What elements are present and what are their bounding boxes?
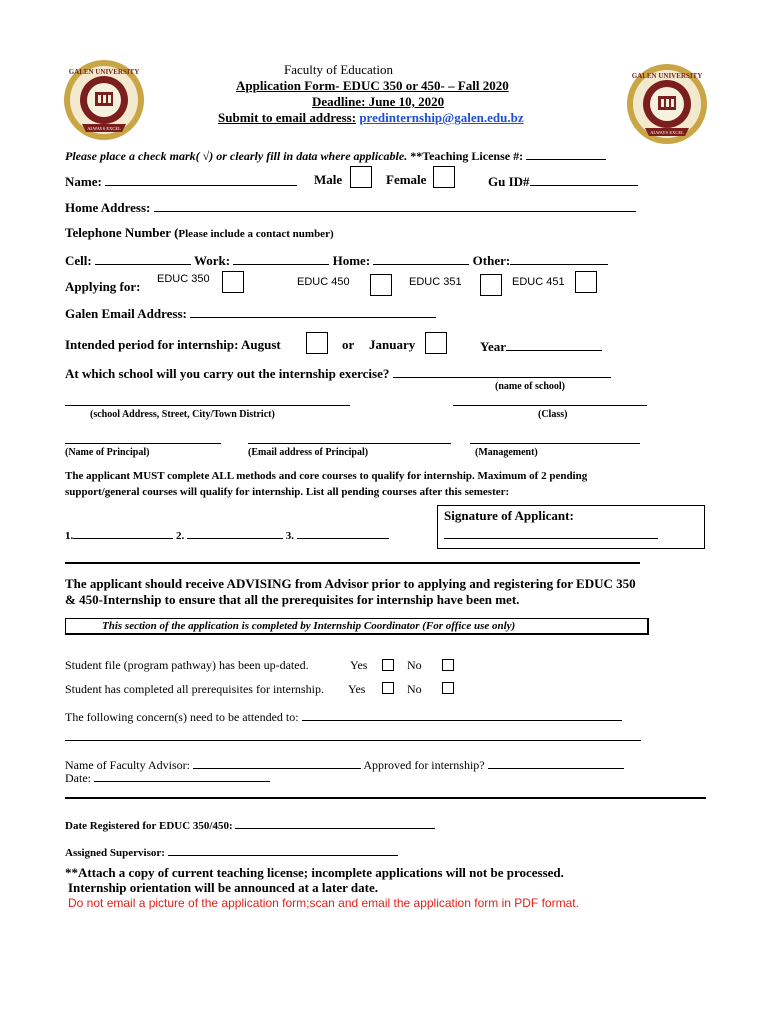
concerns-label: The following concern(s) need to be attended to: — [65, 707, 622, 725]
principal-email-line[interactable] — [248, 443, 451, 444]
name-of-school-caption: (name of school) — [495, 381, 565, 392]
name-label: Name: — [65, 172, 297, 190]
course-educ350-label: EDUC 350 — [157, 273, 210, 285]
office-use-banner — [65, 618, 649, 635]
work-field[interactable] — [233, 251, 329, 265]
name-field[interactable] — [105, 172, 297, 186]
gu-id-label: Gu ID# — [488, 172, 638, 190]
date-registered-field[interactable] — [235, 815, 435, 829]
check-instruction: Please place a check mark( √) or clearly fill in data where applicable. — [65, 149, 408, 163]
section-divider-2 — [65, 797, 706, 799]
prereq-yes-checkbox[interactable] — [382, 682, 394, 694]
pathway-yes-checkbox[interactable] — [382, 659, 394, 671]
school-address-line[interactable] — [65, 405, 350, 406]
pending-course-3-field[interactable] — [297, 525, 389, 539]
prerequisites-label: Student has completed all prerequisites for internship. — [65, 682, 324, 696]
submit-line — [218, 110, 524, 126]
female-label: Female — [386, 172, 427, 187]
faculty-name: Faculty of Education — [284, 62, 394, 77]
course-educ351-checkbox[interactable] — [480, 274, 502, 296]
female-checkbox[interactable] — [433, 166, 455, 188]
applying-for-label: Applying for: — [65, 279, 141, 294]
phone-row: Cell: Work: Home: Other: — [65, 251, 608, 269]
home-address-label: Home Address: — [65, 198, 636, 216]
pending-courses-row: 1. 2. 3. — [65, 525, 389, 542]
class-line[interactable] — [453, 405, 647, 406]
license-field[interactable] — [526, 146, 606, 160]
year-label: Year — [480, 337, 602, 355]
submit-email-link[interactable]: predinternship@galen.edu.bz — [359, 110, 524, 125]
supervisor-field[interactable] — [168, 842, 398, 856]
principal-email-caption: (Email address of Principal) — [248, 447, 369, 458]
deadline: Deadline: June 10, 2020 — [312, 94, 445, 109]
orientation-note: Internship orientation will be announced at a later date. — [68, 880, 378, 895]
date-registered-row: Date Registered for EDUC 350/450: — [65, 815, 435, 832]
supervisor-row: Assigned Supervisor: — [65, 842, 398, 859]
pathway-no-checkbox[interactable] — [442, 659, 454, 671]
course-educ451-checkbox[interactable] — [575, 271, 597, 293]
management-line[interactable] — [470, 443, 640, 444]
august-checkbox[interactable] — [306, 332, 328, 354]
svg-text:ALWAYS EXCEL: ALWAYS EXCEL — [650, 130, 684, 135]
office-date-field[interactable] — [94, 768, 270, 782]
prereq-no-label: No — [407, 682, 422, 696]
pathway-no-label: No — [407, 658, 422, 672]
home-address-field[interactable] — [154, 198, 636, 212]
other-phone-field[interactable] — [510, 251, 608, 265]
program-pathway-label: Student file (program pathway) has been up-dated. — [65, 658, 309, 672]
school-question: At which school will you carry out the internship exercise? — [65, 364, 611, 382]
concerns-line-2[interactable] — [65, 740, 641, 741]
cell-field[interactable] — [95, 251, 191, 265]
or-label: or — [342, 337, 355, 352]
course-educ350-checkbox[interactable] — [222, 271, 244, 293]
approved-field[interactable] — [488, 755, 624, 769]
advisor-field[interactable] — [193, 755, 361, 769]
prereq-no-checkbox[interactable] — [442, 682, 454, 694]
left-university-seal — [62, 58, 146, 142]
pdf-format-warning: Do not email a picture of the application form;scan and email the application form in PDF format. — [68, 896, 579, 910]
january-checkbox[interactable] — [425, 332, 447, 354]
course-educ450-label: EDUC 450 — [297, 276, 350, 288]
home-phone-field[interactable] — [373, 251, 469, 265]
advisor-row: Name of Faculty Advisor: Approved for internship? — [65, 755, 624, 773]
svg-text:ALWAYS EXCEL: ALWAYS EXCEL — [87, 126, 121, 131]
management-caption: (Management) — [475, 447, 538, 458]
telephone-label: Telephone Number (Please include a contact number) — [65, 225, 334, 240]
signature-label: Signature of Applicant: — [444, 508, 574, 523]
prereq-yes-label: Yes — [348, 682, 366, 696]
principal-name-caption: (Name of Principal) — [65, 447, 150, 458]
class-caption: (Class) — [538, 409, 568, 420]
license-label: **Teaching License #: — [410, 149, 524, 163]
signature-line[interactable] — [444, 538, 658, 539]
january-label: January — [369, 337, 416, 352]
galen-email-field[interactable] — [190, 304, 436, 318]
galen-email-label: Galen Email Address: — [65, 304, 436, 322]
signature-box — [437, 505, 705, 549]
office-date-row: Date: — [65, 768, 270, 786]
concerns-field[interactable] — [302, 707, 622, 721]
advising-line1: The applicant should receive ADVISING from Advisor prior to applying and registering for EDUC 350 — [65, 576, 636, 591]
pathway-yes-label: Yes — [350, 658, 368, 672]
svg-text:GALEN UNIVERSITY: GALEN UNIVERSITY — [631, 72, 703, 80]
form-title: Application Form- EDUC 350 or 450- – Fall 2020 — [236, 78, 509, 93]
course-educ351-label: EDUC 351 — [409, 276, 462, 288]
school-name-field[interactable] — [393, 364, 611, 378]
course-educ450-checkbox[interactable] — [370, 274, 392, 296]
telephone-note: Please include a contact number) — [178, 228, 334, 240]
right-university-seal — [625, 62, 709, 146]
attach-license-note: **Attach a copy of current teaching license; incomplete applications will not be processed. — [65, 865, 564, 880]
gu-id-field[interactable] — [530, 172, 638, 186]
course-educ451-label: EDUC 451 — [512, 276, 565, 288]
pending-course-2-field[interactable] — [187, 525, 283, 539]
principal-name-line[interactable] — [65, 443, 221, 444]
svg-text:GALEN UNIVERSITY: GALEN UNIVERSITY — [68, 68, 140, 76]
male-checkbox[interactable] — [350, 166, 372, 188]
pending-course-1-field[interactable] — [73, 525, 173, 539]
submit-label: Submit to email address: — [218, 110, 357, 125]
school-address-caption: (school Address, Street, City/Town District) — [90, 409, 275, 420]
section-divider-1 — [65, 562, 640, 564]
office-use-text: This section of the application is completed by Internship Coordinator (For office use only) — [102, 620, 516, 632]
advising-line2: & 450-Internship to ensure that all the prerequisites for internship have been met. — [65, 592, 520, 607]
year-field[interactable] — [506, 337, 602, 351]
courses-note-line2: support/general courses will qualify for internship. List all pending courses after this semester: — [65, 486, 510, 498]
courses-note-line1: The applicant MUST complete ALL methods and core courses to qualify for internship. Maximum of 2 pending — [65, 470, 588, 482]
intended-period-label: Intended period for internship: August — [65, 337, 281, 352]
male-label: Male — [314, 172, 343, 187]
instructions — [65, 146, 606, 164]
